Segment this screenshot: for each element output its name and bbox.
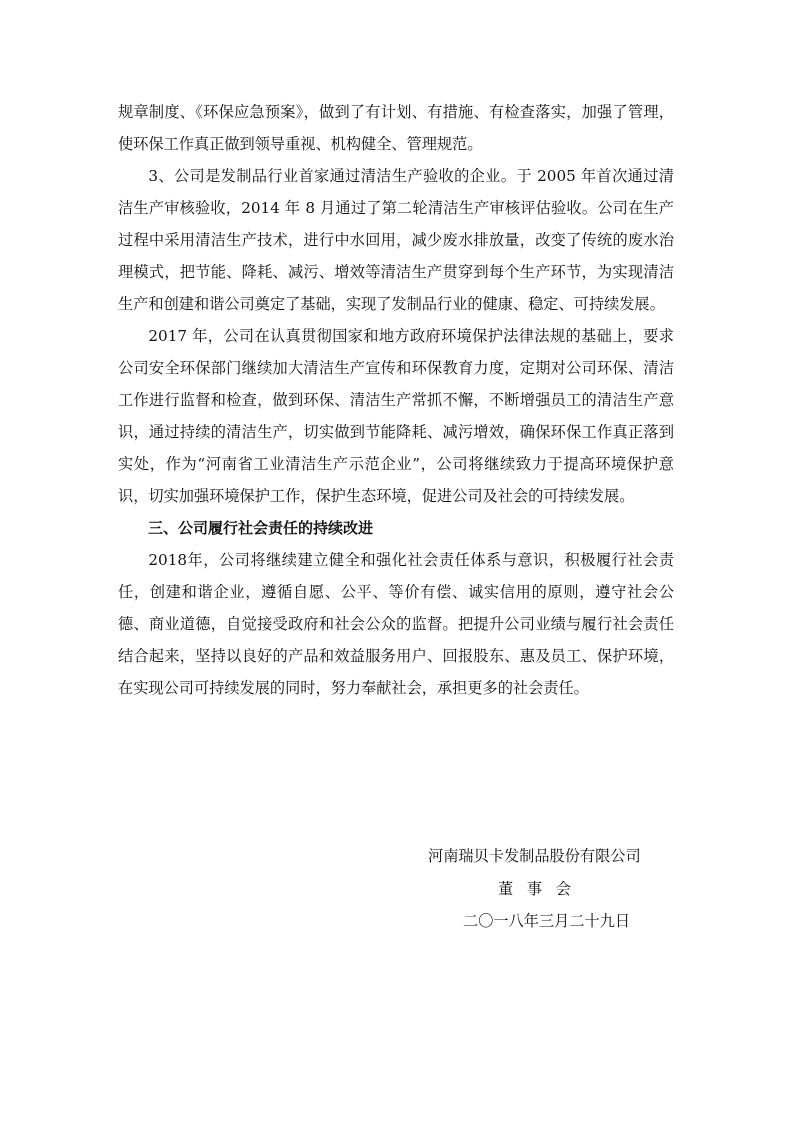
signature-date-text: 二〇一八年三月二十九日 [463,912,631,930]
paragraph-2017-environment: 2017 年，公司在认真贯彻国家和地方政府环境保护法律法规的基础上，要求公司安全环保部门继续加大清洁生产宣传和环保教育力度，定期对公司环保、清洁工作进行监督和检查，做到环保、清洁生产常抓不懈，不断增强员工的清洁生产意识，通过持续的清洁生产，切实做到节能降耗、减污增效，确保环保工作真正落到实处，作为“河南省工业清洁生产示范企业”，公司将继续致力于提高环境保护意识，切实加强环境保护工作，保护生态环境，促进公司及社会的可持续发展。 [118,327,674,505]
paragraph-2018-responsibility: 2018年，公司将继续建立健全和强化社会责任体系与意识，积极履行社会责任，创建和谐企业，遵循自愿、公平、等价有偿、诚实信用的原则，遵守社会公德、商业道德，自觉接受政府和社会公众的监督。把提升公司业绩与履行社会责任结合起来，坚持以良好的产品和效益服务用户、回报股东、惠及员工、保护环境，在实现公司可持续发展的同时，努力奉献社会，承担更多的社会责任。 [118,551,674,697]
paragraph-clean-production: 3、公司是发制品行业首家通过清洁生产验收的企业。于 2005 年首次通过清洁生产审核验收，2014 年 8 月通过了第二轮清洁生产审核评估验收。公司在生产过程中采用清洁生产技术，进行中水回用，减少废水排放量，改变了传统的废水治理模式，把节能、降耗、减污、增效等清洁生产贯穿到每个生产环节，为实现清洁生产和创建和谐公司奠定了基础，实现了发制品行业的健康、稳定、可持续发展。 [118,167,674,313]
signature-board-text: 董事会 [498,880,585,898]
document-body [118,96,674,704]
signature-company-text: 河南瑞贝卡发制品股份有限公司 [428,847,641,865]
paragraph-continuation: 规章制度、《环保应急预案》，做到了有计划、有措施、有检查落实，加强了管理，使环保工作真正做到领导重视、机构健全、管理规范。 [118,103,674,153]
section-heading: 三、公司履行社会责任的持续改进 [148,519,374,537]
